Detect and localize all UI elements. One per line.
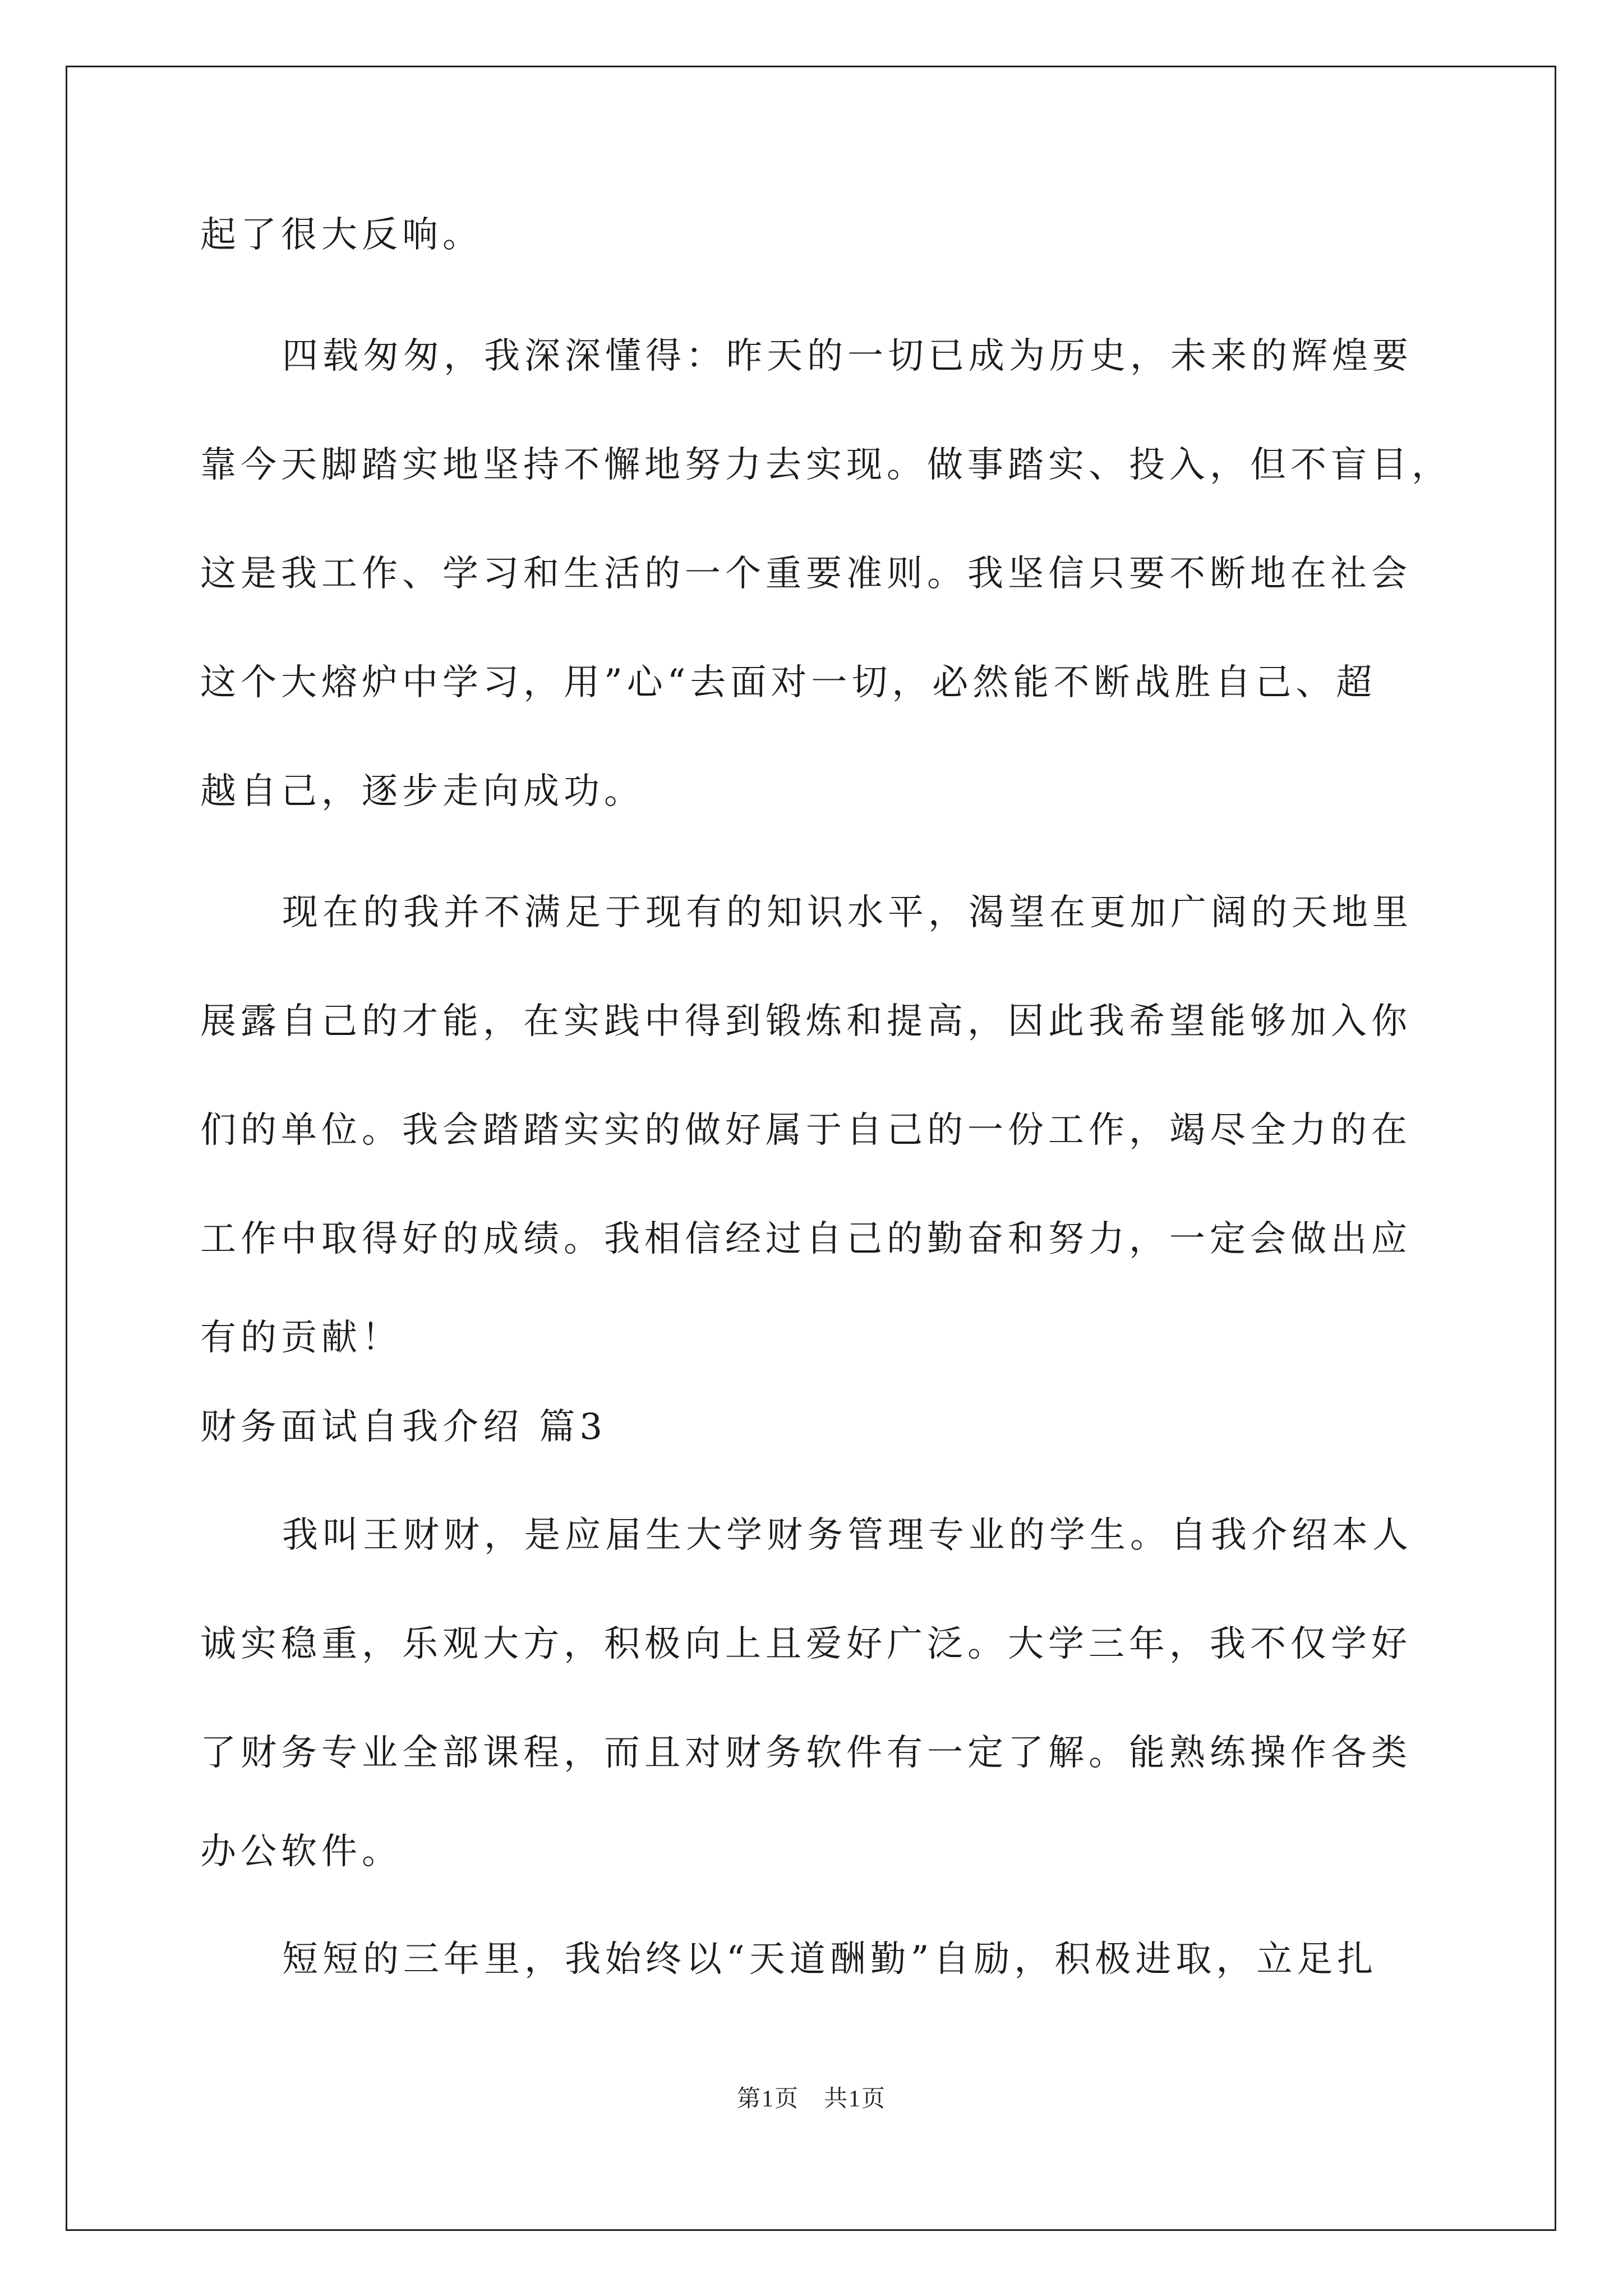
paragraph-line: 诚实稳重，乐观大方，积极向上且爱好广泛。大学三年，我不仅学好 bbox=[200, 1623, 1412, 1665]
paragraph-line: 越自己，逐步走向成功。 bbox=[200, 771, 644, 812]
paragraph-line: 这个大熔炉中学习，用”心“去面对一切，必然能不断战胜自己、超 bbox=[200, 662, 1377, 703]
paragraph-line: 办公软件。 bbox=[200, 1831, 402, 1872]
paragraph-line: 这是我工作、学习和生活的一个重要准则。我坚信只要不断地在社会 bbox=[200, 553, 1412, 595]
paragraph-line: 现在的我并不满足于现有的知识水平，渴望在更加广阔的天地里 bbox=[282, 892, 1413, 933]
paragraph-line: 展露自己的才能，在实践中得到锻炼和提高，因此我希望能够加入你 bbox=[200, 1001, 1412, 1042]
section-heading: 财务面试自我介绍 篇3 bbox=[200, 1406, 607, 1448]
paragraph-line: 工作中取得好的成绩。我相信经过自己的勤奋和努力，一定会做出应 bbox=[200, 1218, 1412, 1260]
paragraph-line: 靠今天脚踏实地坚持不懈地努力去实现。做事踏实、投入，但不盲目， bbox=[200, 444, 1452, 486]
paragraph-line: 四载匆匆，我深深懂得：昨天的一切已成为历史，未来的辉煌要 bbox=[282, 335, 1413, 377]
paragraph-line: 起了很大反响。 bbox=[200, 214, 483, 256]
page-footer: 第1页 共1页 bbox=[736, 2086, 886, 2112]
paragraph-line: 短短的三年里，我始终以“天道酬勤”自励，积极进取，立足扎 bbox=[282, 1939, 1378, 1980]
paragraph-line: 了财务专业全部课程，而且对财务软件有一定了解。能熟练操作各类 bbox=[200, 1732, 1412, 1774]
paragraph-line: 有的贡献！ bbox=[200, 1317, 402, 1359]
paragraph-line: 我叫王财财，是应届生大学财务管理专业的学生。自我介绍本人 bbox=[282, 1515, 1413, 1556]
paragraph-line: 们的单位。我会踏踏实实的做好属于自己的一份工作，竭尽全力的在 bbox=[200, 1110, 1412, 1151]
